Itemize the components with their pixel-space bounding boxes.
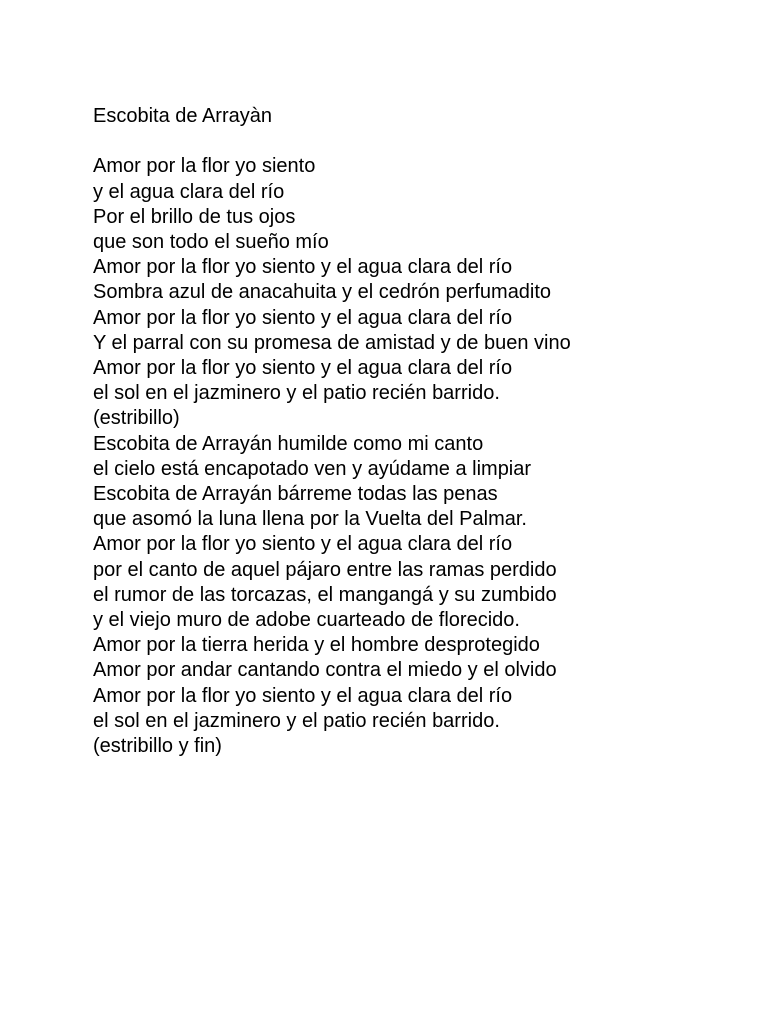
lyric-line: Sombra azul de anacahuita y el cedrón perfumadito <box>93 281 552 304</box>
lyric-line: Escobita de Arrayán humilde como mi canto <box>93 432 484 455</box>
lyric-line: Amor por la flor yo siento y el agua clara del río <box>93 256 513 279</box>
lyric-line: Amor por la flor yo siento y el agua clara del río <box>93 306 513 329</box>
lyric-line: el rumor de las torcazas, el mangangá y su zumbido <box>93 583 557 606</box>
lyric-line: (estribillo) <box>93 407 180 430</box>
lyric-line: Escobita de Arrayán bárreme todas las penas <box>93 483 498 506</box>
lyric-line: Y el parral con su promesa de amistad y de buen vino <box>93 331 571 354</box>
lyric-line: Amor por la flor yo siento <box>93 155 316 178</box>
lyrics-body <box>93 104 733 759</box>
lyric-line: el sol en el jazminero y el patio recién barrido. <box>93 709 500 732</box>
lyric-line: Por el brillo de tus ojos <box>93 205 296 228</box>
lyric-line: por el canto de aquel pájaro entre las ramas perdido <box>93 558 557 581</box>
lyrics-list <box>93 154 733 759</box>
lyric-line: el cielo está encapotado ven y ayúdame a limpiar <box>93 457 532 480</box>
lyric-line: (estribillo y fin) <box>93 735 222 758</box>
lyric-line: Amor por andar cantando contra el miedo y el olvido <box>93 659 557 682</box>
lyric-line: Amor por la tierra herida y el hombre desprotegido <box>93 634 540 657</box>
lyric-line: que son todo el sueño mío <box>93 231 329 253</box>
lyric-line: que asomó la luna llena por la Vuelta del Palmar. <box>93 508 527 531</box>
blank-line <box>93 129 733 154</box>
lyric-line: y el agua clara del río <box>93 180 285 203</box>
lyric-line: Amor por la flor yo siento y el agua clara del río <box>93 533 513 556</box>
lyric-line: y el viejo muro de adobe cuarteado de florecido. <box>93 609 520 632</box>
song-title: Escobita de Arrayàn <box>93 105 272 127</box>
lyric-line: el sol en el jazminero y el patio recién barrido. <box>93 382 500 405</box>
lyric-line: Amor por la flor yo siento y el agua clara del río <box>93 357 513 380</box>
lyric-line: Amor por la flor yo siento y el agua clara del río <box>93 684 513 707</box>
